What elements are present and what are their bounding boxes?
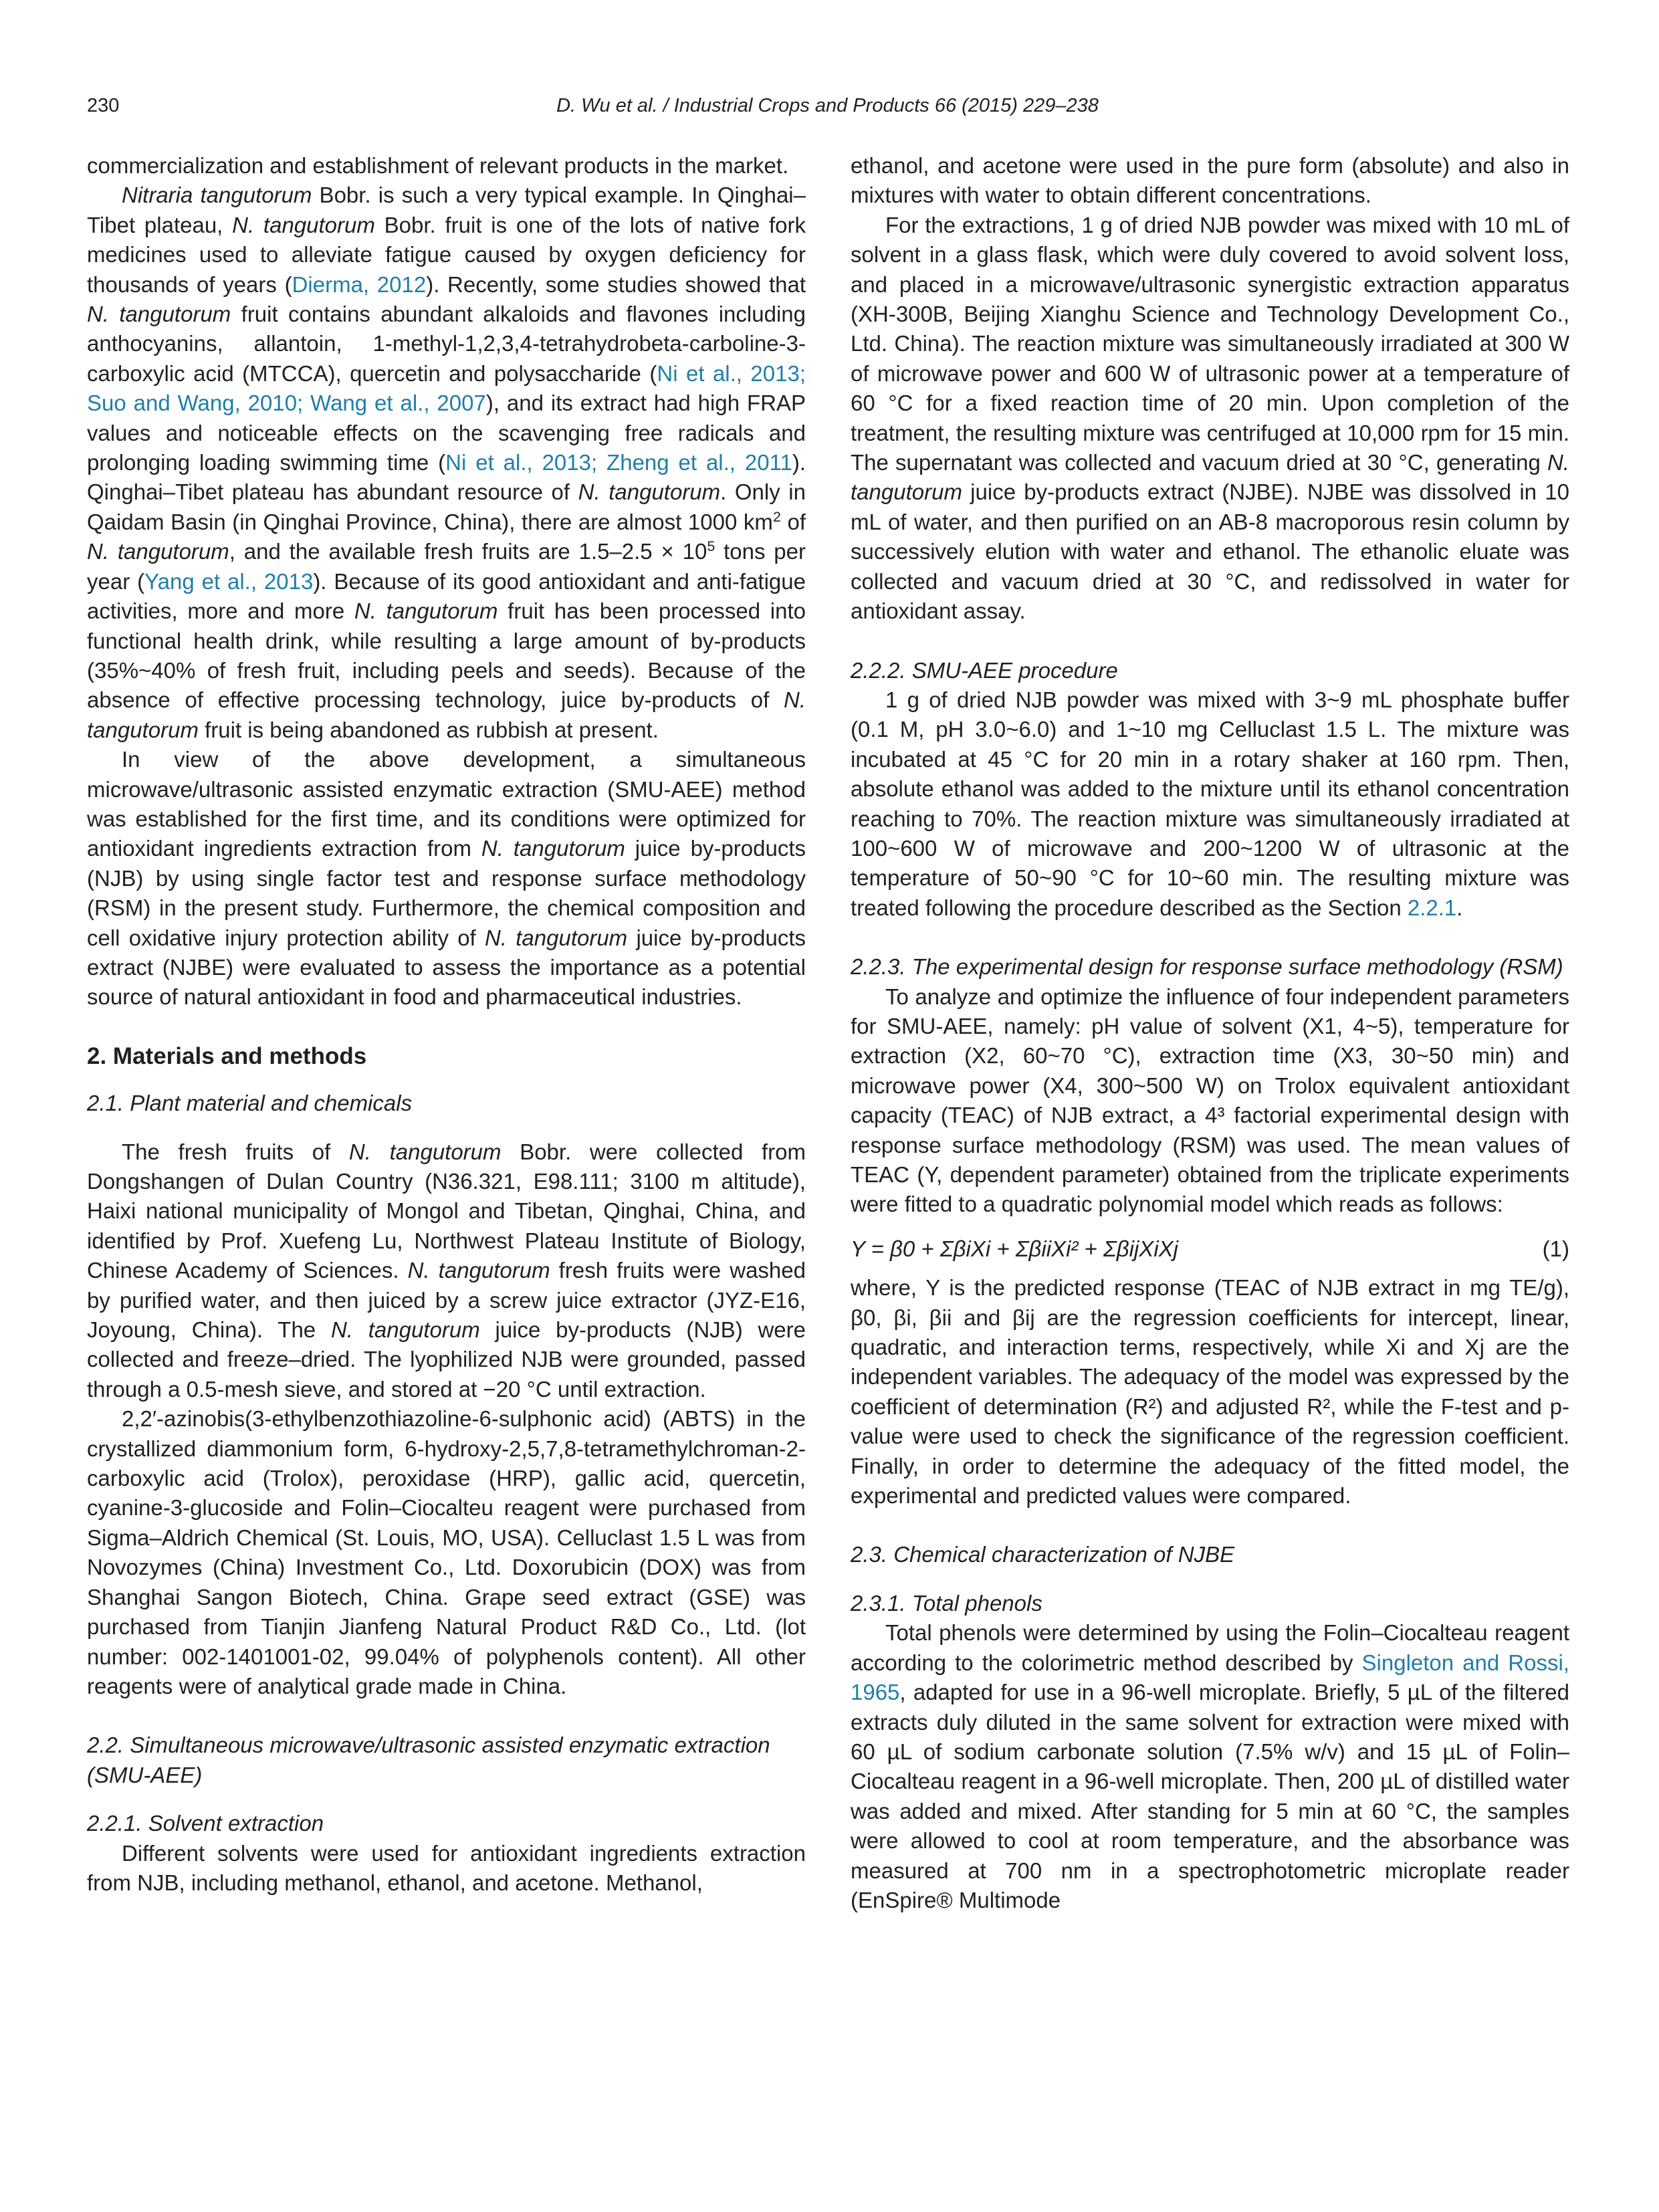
paragraph [87,181,806,745]
left-column [87,151,806,1898]
text-run: juice by-products extract (NJBE) were evaluated to assess the importance as a potential source of natural antioxidant in food and pharmaceutical industries. [87,925,806,1010]
text-run: juice by-products extract (NJBE). NJBE was dissolved in 10 mL of water, and then purified on an AB-8 macroporous resin column by successively elution with water and ethanol. The ethanolic eluate was collected and vacuum dried at 30 °C, and redissolved in water for antioxidant assay. [851,479,1569,624]
text-run: Bobr. is such a very typical example. In Qinghai–Tibet plateau, [87,183,806,237]
text-run: fresh fruits were washed by purified water, and then juiced by a screw juice extractor (JYZ-E16, Joyoung, China). The [87,1258,806,1343]
citation-link[interactable]: Yang et al., 2013 [144,568,314,594]
species-name: N. tangutorum [578,479,721,505]
equation [851,1234,1569,1264]
species-name: N. tangutorum [407,1258,550,1283]
equation-body: Y = β0 + ΣβiXi + ΣβiiXi² + ΣβijXiXj [851,1236,1178,1261]
subsubsection-heading: 2.3.1. Total phenols [851,1590,1042,1616]
text-run: 1 g of dried NJB powder was mixed with 3~9 mL phosphate buffer (0.1 M, pH 3.0~6.0) and 1~10 mg Celluclast 1.5 L. The mixture was incubated at 45 °C for 20 min in a rotary shaker at 160 rpm. Then, absolute ethanol was added to the mixture until its ethanol concentration reaching to 70%. The reaction mixture was simultaneously irradiated at 100~600 W of microwave and 200~1200 W of ultrasonic at the temperature of 50~90 °C for 10~60 min. The resulting mixture was treated following the procedure described as the Section [851,687,1569,920]
paragraph: 2,2′-azinobis(3-ethylbenzothiazoline-6-sulphonic acid) (ABTS) in the crystallized diammonium form, 6-hydroxy-2,5,7,8-tetramethylchroman-2-carboxylic acid (Trolox), peroxidase (HRP), gallic acid, quercetin, cyanine-3-glucoside and Folin–Ciocalteu reagent were purchased from Sigma–Aldrich Chemical (St. Louis, MO, USA). Celluclast 1.5 L was from Novozymes (China) Investment Co., Ltd. Doxorubicin (DOX) was from Shanghai Sangon Biotech, China. Grape seed extract (GSE) was purchased from Tianjin Jianfeng Natural Product R&D Co., Ltd. (lot number: 002-1401001-02, 99.04% of polyphenols content). All other reagents were of analytical grade made in China. [87,1406,806,1698]
subsubsection-heading: 2.2.1. Solvent extraction [87,1811,324,1836]
paragraph [851,685,1569,923]
citation-link[interactable]: Ni et al., 2013; Suo and Wang, 2010; Wang et al., 2007 [87,360,806,416]
paragraph: where, Y is the predicted response (TEAC of NJB extract in mg TE/g), β0, βi, βii and βij are the regression coefficients for intercept, linear, quadratic, and interaction terms, respectively, while Xi and Xj are the independent variables. The adequacy of the model was expressed by the coefficient of determination (R²) and adjusted R², while the F-test and p-value were used to check the significance of the regression coefficient. Finally, in order to determine the adequacy of the fitted model, the experimental and predicted values were compared. [851,1275,1569,1509]
superscript: 5 [707,538,715,555]
equation-number: (1) [1542,1236,1569,1261]
page-number: 230 [87,95,120,116]
subsection-heading: 2.2. Simultaneous microwave/ultrasonic assisted enzymatic extraction (SMU-AEE) [87,1733,770,1787]
journal-citation-line: D. Wu et al. / Industrial Crops and Products 66 (2015) 229–238 [556,95,1099,116]
species-name: N. tangutorum [348,1139,502,1164]
species-name: N. tangutorum [87,687,806,742]
species-name: N. tangutorum [330,1317,480,1343]
text-run: juice by-products (NJB) were collected and freeze–dried. The lyophilized NJB were grounded, passed through a 0.5-mesh sieve, and stored at −20 °C until extraction. [87,1317,806,1402]
text-run: fruit has been processed into functional health drink, while resulting a large amount of by-products (35%~40% of fresh fruit, including peels and seeds). Because of the absence of effective processing technology, juice by-products of [87,598,806,713]
species-name: N. tangutorum [851,450,1569,505]
text-run: The fresh fruits of [122,1139,349,1164]
species-name: N. tangutorum [232,212,375,237]
paragraph: To analyze and optimize the influence of four independent parameters for SMU-AEE, namely: pH value of solvent (X1, 4~5), temperature for extraction (X2, 60~70 °C), extraction time (X3, 30~50 min) and microwave power (X4, 300~500 W) on Trolox equivalent antioxidant capacity (TEAC) of NJB extract, a 4³ factorial experimental design with response surface methodology (RSM) was used. The mean values of TEAC (Y, dependent parameter) obtained from the triplicate experiments were fitted to a quadratic polynomial model which reads as follows: [851,984,1569,1217]
text-run: For the extractions, 1 g of dried NJB powder was mixed with 10 mL of solvent in a glass flask, which were duly covered to avoid solvent loss, and placed in a microwave/ultrasonic synergistic extraction apparatus (XH-300B, Beijing Xianghu Science and Technology Development Co., Ltd. China). The reaction mixture was simultaneously irradiated at 300 W of microwave power and 600 W of ultrasonic power at a temperature of 60 °C for a fixed reaction time of 20 min. Upon completion of the treatment, the resulting mixture was centrifuged at 10,000 rpm for 15 min. The supernatant was collected and vacuum dried at 30 °C, generating [851,212,1569,475]
text-run: ). Recently, some studies showed that [426,271,806,297]
section-heading: 2. Materials and methods [87,1042,367,1069]
text-run: fruit is being abandoned as rubbish at present. [198,717,659,742]
paragraph: commercialization and establishment of relevant products in the market. [87,153,789,178]
text-run: ), and its extract had high FRAP values and noticeable effects on the scavenging free radicals and prolonging loading swimming time ( [87,391,806,475]
text-run: of [780,509,806,534]
species-name: N. tangutorum [484,925,628,950]
paragraph: Different solvents were used for antioxidant ingredients extraction from NJB, including methanol, ethanol, and acetone. Methanol, [87,1840,806,1895]
subsubsection-heading: 2.2.3. The experimental design for response surface methodology (RSM) [851,954,1563,980]
subsubsection-heading: 2.2.2. SMU-AEE procedure [851,657,1118,683]
species-name: Nitraria tangutorum [122,183,312,208]
text-run: fruit contains abundant alkaloids and flavones including anthocyanins, allantoin, 1-methyl-1,2,3,4-tetrahydrobeta-carboline-3-carboxylic acid (MTCCA), quercetin and polysaccharide ( [87,302,806,386]
paragraph: ethanol, and acetone were used in the pure form (absolute) and also in mixtures with water to obtain different concentrations. [851,153,1569,208]
text-run: . [1456,895,1463,920]
species-name: N. tangutorum [87,539,229,564]
species-name: N. tangutorum [87,302,231,327]
paragraph [851,1618,1569,1915]
text-run: tons per year ( [87,539,806,594]
citation-link[interactable]: Ni et al., 2013; Zheng et al., 2011 [445,450,792,475]
text-run: ). Because of its good antioxidant and anti-fatigue activities, more and more [87,568,806,624]
text-run: In view of the above development, a simultaneous microwave/ultrasonic assisted enzymatic extraction (SMU-AEE) method was established for the first time, and its conditions were optimized for antioxidant ingredients extraction from [87,747,806,861]
text-run: juice by-products (NJB) by using single factor test and response surface methodology (RSM) in the present study. Furthermore, the chemical composition and cell oxidative injury protection ability of [87,836,806,950]
text-run: Total phenols were determined by using the Folin–Ciocalteau reagent according to the colorimetric method described by [851,1620,1569,1675]
section-link[interactable]: 2.2.1 [1407,895,1457,920]
citation-link[interactable]: Singleton and Rossi, 1965 [851,1650,1569,1705]
right-column [851,151,1569,1915]
text-run: , adapted for use in a 96-well microplate. Briefly, 5 µL of the filtered extracts duly diluted in the same solvent for extraction were mixed with 60 µL of sodium carbonate solution (7.5% w/v) and 15 µL of Folin–Ciocalteau reagent in a 96-well microplate. Then, 200 µL of distilled water was added and mixed. After standing for 5 min at 60 °C, the samples were allowed to cool at room temperature, and the absorbance was measured at 700 nm in a spectrophotometric microplate reader (EnSpire® Multimode [851,1680,1569,1912]
text-run: . Only in Qaidam Basin (in Qinghai Province, China), there are almost 1000 km [87,479,806,534]
species-name: N. tangutorum [354,598,498,624]
text-run: Bobr. fruit is one of the lots of native fork medicines used to alleviate fatigue caused by oxygen deficiency for thousands of years ( [87,212,806,297]
text-run: Bobr. were collected from Dongshangen of Dulan Country (N36.321, E98.111; 3100 m altitude), Haixi national municipality of Mongol and Tibetan, Qinghai, China, and identified by Prof. Xuefeng Lu, Northwest Plateau Institute of Biology, Chinese Academy of Sciences. [87,1139,806,1283]
species-name: N. tangutorum [481,836,625,861]
subsection-heading: 2.1. Plant material and chemicals [87,1091,413,1116]
text-run: ). Qinghai–Tibet plateau has abundant resource of [87,450,806,505]
paragraph [851,211,1569,627]
paragraph [87,1137,806,1405]
text-run: , and the available fresh fruits are 1.5–2.5 × 10 [229,539,707,564]
running-header [87,92,1568,119]
paragraph [87,745,806,1012]
superscript: 2 [772,508,781,525]
subsection-heading: 2.3. Chemical characterization of NJBE [851,1542,1235,1567]
citation-link[interactable]: Dierma, 2012 [292,271,427,297]
